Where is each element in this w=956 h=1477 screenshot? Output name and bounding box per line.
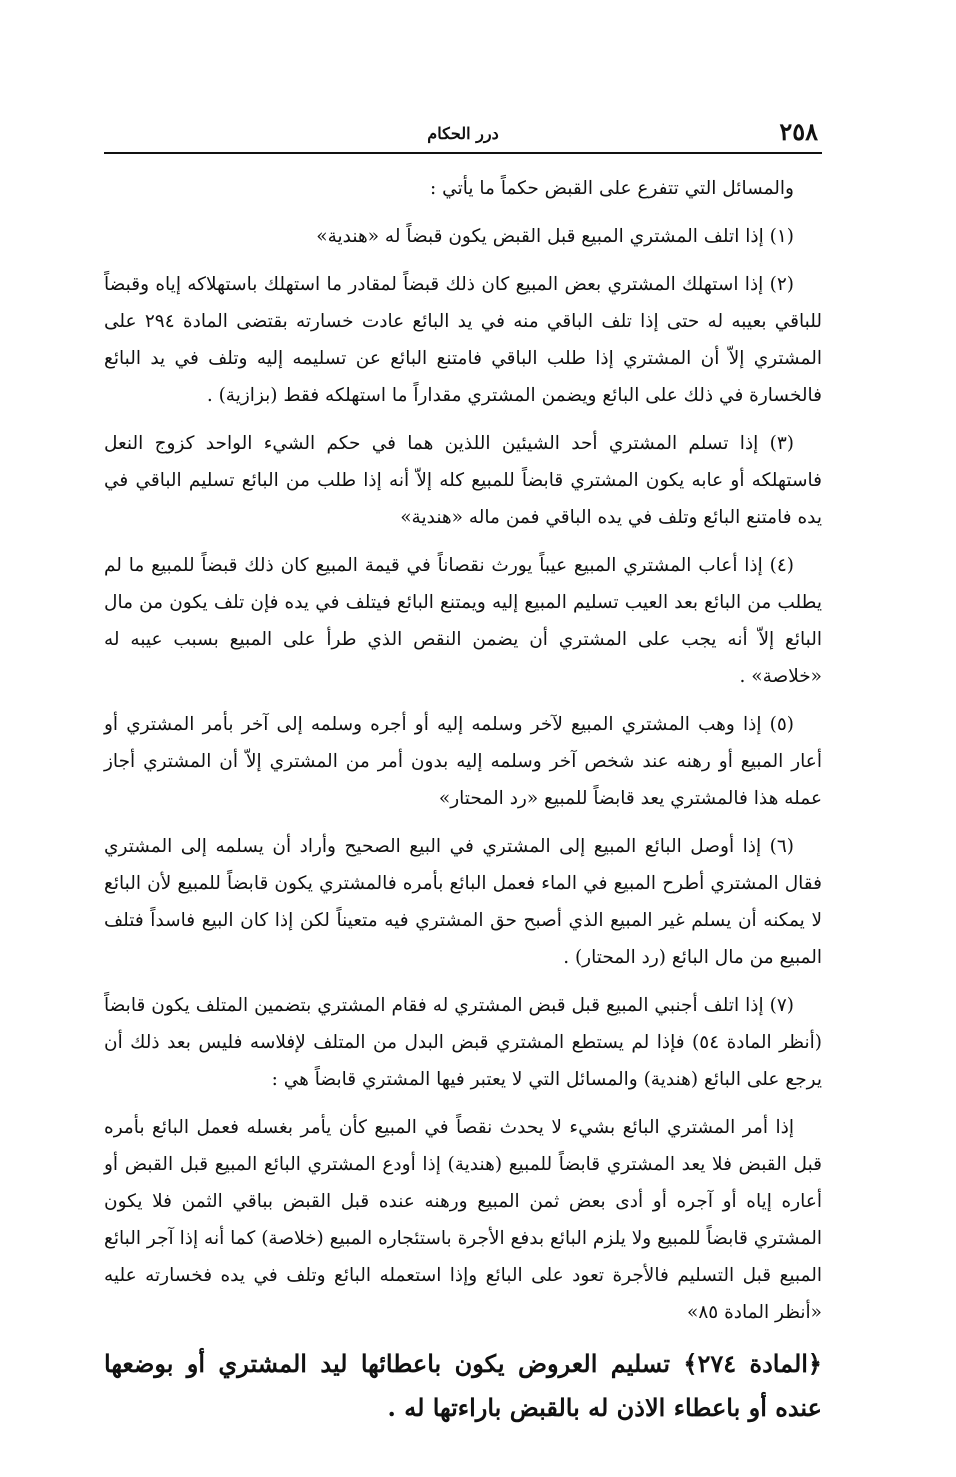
list-item: (٧) إذا اتلف أجنبي المبيع قبل قبض المشتري له فقام المشتري بتضمين المتلف يكون قابضاً (أنظر المادة ٥٤) فإذا لم يستطع المشتري قبض البدل من المتلف لإفلاسه فليس بعد ذلك أن يرجع على البائع (هندية) والمسائل التي لا يعتبر فيها المشتري قابضاً هي : xyxy=(104,995,822,1090)
article-text: تسليم العروض يكون باعطائها ليد المشتري أو بوضعها عنده أو باعطاء الاذن له بالقبض باراءتها له . xyxy=(104,1349,822,1422)
list-item: (٤) إذا أعاب المشتري المبيع عيباً يورث نقصاناً في قيمة المبيع كان ذلك قبضاً للمبيع ما لم يطلب من البائع بعد العيب تسليم المبيع إليه ويمتنع البائع فيتلف في يده فإن تلف يكون من مال البائع إلاّ أنه يجب على المشتري أن يضمن النقص الذي طرأ على المبيع بسبب عيبه له «خلاصة» . xyxy=(104,555,822,687)
article-274 xyxy=(104,1342,822,1430)
list-item: (٥) إذا وهب المشتري المبيع لآخر وسلمه إليه أو أجره وسلمه إلى آخر بأمر المشتري أو أعار المبيع أو رهنه عند شخص آخر وسلمه إليه بدون أمر من المشتري إلاّ أن المشتري أجاز عمله هذا فالمشتري يعد قابضاً للمبيع «رد المحتار» xyxy=(104,714,822,809)
page-body xyxy=(104,170,822,1430)
list-item: (١) إذا اتلف المشتري المبيع قبل القبض يكون قبضاً له «هندية» xyxy=(316,226,794,247)
intro-paragraph: والمسائل التي تتفرع على القبض حكماً ما يأتي : xyxy=(430,178,794,199)
running-title: درر الحكام xyxy=(427,124,499,143)
list-item: (٢) إذا استهلك المشتري بعض المبيع كان ذلك قبضاً لمقادر ما استهلك باستهلاكه إياه وقبضاً للباقي بعيبه له حتى إذا تلف الباقي منه في يد البائع عادت خسارته بقتضى المادة ٢٩٤ على المشتري إلاّ أن المشتري إذا طلب الباقي فامتنع البائع عن تسليمه إليه وتلف في يد البائع فالخسارة في ذلك على البائع ويضمن المشتري مقداراً ما استهلكه فقط (بزازية) . xyxy=(104,274,823,406)
list-item: (٣) إذا تسلم المشتري أحد الشيئين اللذين هما في حكم الشيء الواحد كزوج النعل فاستهلكه أو عابه يكون المشتري قابضاً للمبيع كله إلاّ أنه إذا طلب من البائع تسليم الباقي في يده فامتنع البائع وتلف في يده الباقي فمن ماله «هندية» xyxy=(104,433,822,528)
exceptions-paragraph: إذا أمر المشتري البائع بشيء لا يحدث نقصاً في المبيع كأن يأمر بغسله فعمل البائع بأمره قبل القبض فلا يعد المشتري قابضاً للمبيع (هندية) إذا أودع المشتري البائع المبيع قبل القبض أو أعاره إياه أو آجره أو أدى بعض ثمن المبيع ورهنه عنده قبل القبض بباقي الثمن فلا يكون المشتري قابضاً للمبيع ولا يلزم البائع بدفع الأجرة باستئجاره المبيع (خلاصة) كما أنه إذا آجر البائع المبيع قبل التسليم فالأجرة تعود على البائع وإذا استعمله البائع وتلف في يده فخسارته عليه «أنظر المادة ٨٥» xyxy=(104,1117,822,1323)
page-header xyxy=(104,116,822,154)
page-number: ٢٥٨ xyxy=(779,117,818,146)
article-number: ﴿المادة ٢٧٤﴾ xyxy=(683,1349,822,1378)
list-item: (٦) إذا أوصل البائع المبيع إلى المشتري في البيع الصحيح وأراد أن يسلمه إلى المشتري فقال المشتري أطرح المبيع في الماء فعمل البائع بأمره فالمشتري يكون قابضاً للمبيع لأن البائع لا يمكنه أن يسلم غير المبيع الذي أصبح حق المشتري فيه متعيناً لكن إذا كان البيع فاسداً فتلف المبيع من مال البائع (رد المحتار) . xyxy=(104,836,822,968)
